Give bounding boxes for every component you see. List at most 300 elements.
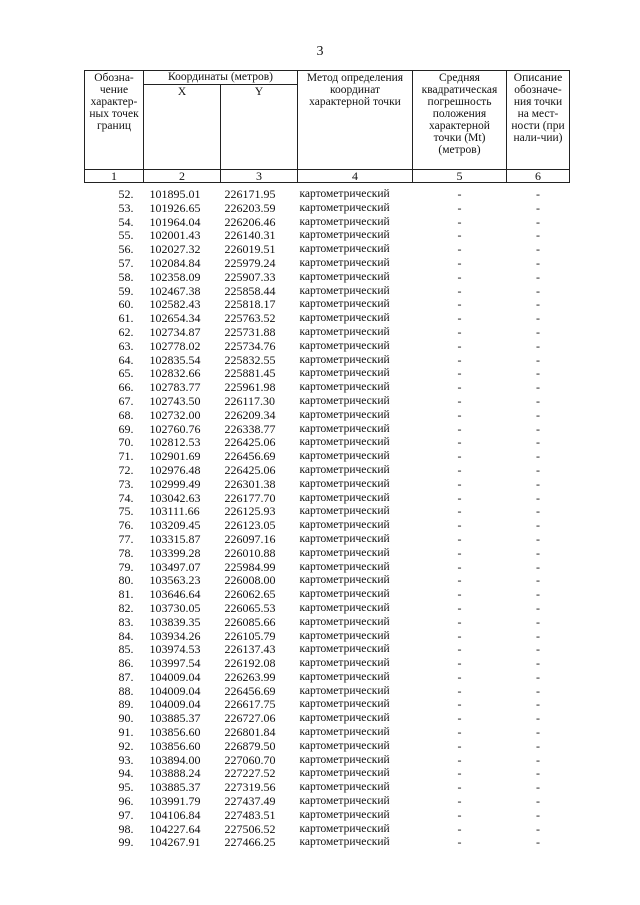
table-row xyxy=(85,464,570,478)
table-row xyxy=(85,630,570,644)
coordinate-x: 103894.00 xyxy=(149,752,201,767)
mean-error-cell: - xyxy=(457,269,462,284)
coordinate-y: 226008.00 xyxy=(224,573,276,588)
description-cell: - xyxy=(536,200,540,215)
coordinate-y: 226727.06 xyxy=(224,711,276,726)
table-row xyxy=(85,395,570,409)
table-body xyxy=(85,183,570,851)
coordinate-y: 227437.49 xyxy=(224,794,276,809)
mean-error-cell: - xyxy=(457,242,462,257)
description-cell: - xyxy=(536,628,540,643)
description-cell: - xyxy=(536,600,540,615)
table-header xyxy=(85,71,570,183)
description-cell: - xyxy=(536,269,540,284)
coordinate-y: 226019.51 xyxy=(224,242,276,257)
table-row xyxy=(85,298,570,312)
header-x: X xyxy=(144,85,221,170)
description-cell: - xyxy=(536,794,540,809)
coordinate-x: 102027.32 xyxy=(149,242,201,257)
table-row xyxy=(85,823,570,837)
coordinate-y: 225818.17 xyxy=(224,297,276,312)
description-cell: - xyxy=(536,614,540,629)
coordinate-y: 226209.34 xyxy=(224,407,276,422)
method-cell: картометрический xyxy=(299,795,390,808)
method-cell: картометрический xyxy=(299,381,390,394)
coordinate-x: 103646.64 xyxy=(149,587,201,602)
table-row xyxy=(85,243,570,257)
mean-error-cell: - xyxy=(457,600,462,615)
description-cell: - xyxy=(536,545,540,560)
coordinate-x: 103042.63 xyxy=(149,490,201,505)
description-cell: - xyxy=(536,642,540,657)
mean-error-cell: - xyxy=(457,504,462,519)
point-number: 69. xyxy=(118,421,134,436)
method-cell: картометрический xyxy=(299,325,390,338)
mean-error-cell: - xyxy=(457,380,462,395)
mean-error-cell: - xyxy=(457,435,462,450)
coordinate-x: 102734.87 xyxy=(149,324,201,339)
coordinate-y: 226456.69 xyxy=(224,683,276,698)
coordinate-y: 226117.30 xyxy=(224,393,276,408)
mean-error-cell: - xyxy=(457,311,462,326)
coordinate-y: 226425.06 xyxy=(224,462,276,477)
mean-error-cell: - xyxy=(457,338,462,353)
table-row xyxy=(85,478,570,492)
mean-error-cell: - xyxy=(457,200,462,215)
coordinate-y: 226801.84 xyxy=(224,725,276,740)
mean-error-cell: - xyxy=(457,766,462,781)
mean-error-cell: - xyxy=(457,366,462,381)
coordinate-y: 226065.53 xyxy=(224,600,276,615)
coordinate-x: 103111.66 xyxy=(149,504,200,519)
description-cell: - xyxy=(536,683,540,698)
mean-error-cell: - xyxy=(457,407,462,422)
method-cell: картометрический xyxy=(299,836,390,849)
point-number: 75. xyxy=(118,504,134,519)
coordinate-x: 103730.05 xyxy=(149,600,201,615)
mean-error-cell: - xyxy=(457,683,462,698)
point-number: 68. xyxy=(118,407,134,422)
table-row xyxy=(85,492,570,506)
method-cell: картометрический xyxy=(299,463,390,476)
coordinate-y: 225907.33 xyxy=(224,269,276,284)
method-cell: картометрический xyxy=(299,367,390,380)
method-cell: картометрический xyxy=(299,684,390,697)
coordinate-x: 103315.87 xyxy=(149,531,201,546)
table-row xyxy=(85,183,570,202)
description-cell: - xyxy=(536,338,540,353)
description-cell: - xyxy=(536,255,540,270)
coordinate-y: 226062.65 xyxy=(224,587,276,602)
method-cell: картометрический xyxy=(299,519,390,532)
method-cell: картометрический xyxy=(299,505,390,518)
table-row xyxy=(85,285,570,299)
coordinate-x: 104227.64 xyxy=(149,821,201,836)
header-point-designation: Обозна-чение характер-ных точек границ xyxy=(85,71,144,170)
coordinate-y: 227506.52 xyxy=(224,821,276,836)
coordinate-x: 103563.23 xyxy=(149,573,201,588)
method-cell: картометрический xyxy=(299,353,390,366)
mean-error-cell: - xyxy=(457,642,462,657)
point-number: 52. xyxy=(118,187,134,201)
method-cell: картометрический xyxy=(299,698,390,711)
point-number: 97. xyxy=(118,807,134,822)
coordinate-x: 102582.43 xyxy=(149,297,201,312)
coordinate-y: 225984.99 xyxy=(224,559,276,574)
coordinate-x: 104009.04 xyxy=(149,669,201,684)
table-row xyxy=(85,657,570,671)
table-row xyxy=(85,340,570,354)
point-number: 91. xyxy=(118,725,134,740)
mean-error-cell: - xyxy=(457,821,462,836)
table-row xyxy=(85,754,570,768)
coordinate-x: 102835.54 xyxy=(149,352,201,367)
method-cell: картометрический xyxy=(299,615,390,628)
point-number: 74. xyxy=(118,490,134,505)
description-cell: - xyxy=(536,366,540,381)
method-cell: картометрический xyxy=(299,339,390,352)
coordinate-y: 226263.99 xyxy=(224,669,276,684)
coordinate-x: 102732.00 xyxy=(149,407,201,422)
coordinate-y: 226123.05 xyxy=(224,518,276,533)
column-number: 5 xyxy=(413,170,507,183)
point-number: 78. xyxy=(118,545,134,560)
method-cell: картометрический xyxy=(299,574,390,587)
method-cell: картометрический xyxy=(299,270,390,283)
method-cell: картометрический xyxy=(299,394,390,407)
point-number: 93. xyxy=(118,752,134,767)
coordinate-y: 226206.46 xyxy=(224,214,276,229)
table-row xyxy=(85,202,570,216)
coordinate-y: 225881.45 xyxy=(224,366,276,381)
table-row xyxy=(85,423,570,437)
header-description: Описание обозначе-ния точки на мест-ности (при нали-чии) xyxy=(507,71,570,170)
table-row xyxy=(85,574,570,588)
mean-error-cell: - xyxy=(457,711,462,726)
point-number: 81. xyxy=(118,587,134,602)
method-cell: картометрический xyxy=(299,560,390,573)
table-row xyxy=(85,602,570,616)
point-number: 77. xyxy=(118,531,134,546)
description-cell: - xyxy=(536,697,540,712)
coordinate-x: 103888.24 xyxy=(149,766,201,781)
mean-error-cell: - xyxy=(457,656,462,671)
description-cell: - xyxy=(536,518,540,533)
method-cell: картометрический xyxy=(299,491,390,504)
table-row xyxy=(85,326,570,340)
table-row xyxy=(85,712,570,726)
mean-error-cell: - xyxy=(457,725,462,740)
coordinate-y: 225858.44 xyxy=(224,283,276,298)
method-cell: картометрический xyxy=(299,767,390,780)
point-number: 72. xyxy=(118,462,134,477)
point-number: 62. xyxy=(118,324,134,339)
point-number: 87. xyxy=(118,669,134,684)
coordinate-x: 104106.84 xyxy=(149,807,201,822)
point-number: 86. xyxy=(118,656,134,671)
point-number: 79. xyxy=(118,559,134,574)
description-cell: - xyxy=(536,421,540,436)
table-row xyxy=(85,809,570,823)
mean-error-cell: - xyxy=(457,297,462,312)
boundary-points-table xyxy=(84,70,570,850)
coordinate-y: 227319.56 xyxy=(224,780,276,795)
coordinate-y: 227060.70 xyxy=(224,752,276,767)
mean-error-cell: - xyxy=(457,449,462,464)
method-cell: картометрический xyxy=(299,201,390,214)
table-row xyxy=(85,836,570,850)
coordinate-y: 226171.95 xyxy=(224,187,276,201)
coordinate-y: 225961.98 xyxy=(224,380,276,395)
method-cell: картометрический xyxy=(299,546,390,559)
coordinate-y: 226085.66 xyxy=(224,614,276,629)
description-cell: - xyxy=(536,242,540,257)
method-cell: картометрический xyxy=(299,781,390,794)
table-row xyxy=(85,547,570,561)
table-row xyxy=(85,505,570,519)
header-y: Y xyxy=(221,85,298,170)
description-cell: - xyxy=(536,711,540,726)
point-number: 96. xyxy=(118,794,134,809)
coordinate-x: 103885.37 xyxy=(149,780,201,795)
description-cell: - xyxy=(536,835,540,850)
header-method: Метод определения координат характерной точки xyxy=(298,71,413,170)
description-cell: - xyxy=(536,780,540,795)
coordinate-y: 227483.51 xyxy=(224,807,276,822)
column-number: 3 xyxy=(221,170,298,183)
description-cell: - xyxy=(536,490,540,505)
method-cell: картометрический xyxy=(299,284,390,297)
point-number: 54. xyxy=(118,214,134,229)
table-row xyxy=(85,698,570,712)
mean-error-cell: - xyxy=(457,559,462,574)
table-row xyxy=(85,671,570,685)
table-row xyxy=(85,519,570,533)
point-number: 53. xyxy=(118,200,134,215)
description-cell: - xyxy=(536,559,540,574)
mean-error-cell: - xyxy=(457,228,462,243)
method-cell: картометрический xyxy=(299,726,390,739)
point-number: 64. xyxy=(118,352,134,367)
description-cell: - xyxy=(536,587,540,602)
point-number: 57. xyxy=(118,255,134,270)
description-cell: - xyxy=(536,821,540,836)
description-cell: - xyxy=(536,725,540,740)
description-cell: - xyxy=(536,187,540,201)
coordinate-x: 102976.48 xyxy=(149,462,201,477)
description-cell: - xyxy=(536,738,540,753)
method-cell: картометрический xyxy=(299,643,390,656)
point-number: 84. xyxy=(118,628,134,643)
coordinate-y: 226301.38 xyxy=(224,476,276,491)
mean-error-cell: - xyxy=(457,780,462,795)
mean-error-cell: - xyxy=(457,738,462,753)
mean-error-cell: - xyxy=(457,697,462,712)
coordinate-x: 102358.09 xyxy=(149,269,201,284)
description-cell: - xyxy=(536,324,540,339)
method-cell: картометрический xyxy=(299,256,390,269)
method-cell: картометрический xyxy=(299,312,390,325)
point-number: 58. xyxy=(118,269,134,284)
header-mean-error: Средняя квадратическая погрешность положения характерной точки (Mt) (метров) xyxy=(413,71,507,170)
coordinate-x: 103934.26 xyxy=(149,628,201,643)
point-number: 88. xyxy=(118,683,134,698)
mean-error-cell: - xyxy=(457,587,462,602)
mean-error-cell: - xyxy=(457,490,462,505)
description-cell: - xyxy=(536,214,540,229)
method-cell: картометрический xyxy=(299,822,390,835)
method-cell: картометрический xyxy=(299,450,390,463)
mean-error-cell: - xyxy=(457,835,462,850)
coordinate-y: 225731.88 xyxy=(224,324,276,339)
description-cell: - xyxy=(536,462,540,477)
coordinate-y: 226137.43 xyxy=(224,642,276,657)
coordinate-x: 101895.01 xyxy=(149,187,201,201)
coordinate-x: 102832.66 xyxy=(149,366,201,381)
coordinate-x: 103839.35 xyxy=(149,614,201,629)
coordinate-x: 102654.34 xyxy=(149,311,201,326)
mean-error-cell: - xyxy=(457,352,462,367)
coordinate-y: 225763.52 xyxy=(224,311,276,326)
point-number: 65. xyxy=(118,366,134,381)
method-cell: картометрический xyxy=(299,712,390,725)
method-cell: картометрический xyxy=(299,422,390,435)
coordinate-x: 103856.60 xyxy=(149,725,201,740)
point-number: 76. xyxy=(118,518,134,533)
method-cell: картометрический xyxy=(299,657,390,670)
description-cell: - xyxy=(536,352,540,367)
method-cell: картометрический xyxy=(299,243,390,256)
coordinate-x: 104009.04 xyxy=(149,697,201,712)
description-cell: - xyxy=(536,669,540,684)
coordinate-y: 225734.76 xyxy=(224,338,276,353)
point-number: 85. xyxy=(118,642,134,657)
description-cell: - xyxy=(536,228,540,243)
mean-error-cell: - xyxy=(457,214,462,229)
table-row xyxy=(85,588,570,602)
mean-error-cell: - xyxy=(457,531,462,546)
point-number: 92. xyxy=(118,738,134,753)
description-cell: - xyxy=(536,531,540,546)
coordinate-y: 226456.69 xyxy=(224,449,276,464)
table-row xyxy=(85,726,570,740)
method-cell: картометрический xyxy=(299,588,390,601)
method-cell: картометрический xyxy=(299,477,390,490)
point-number: 99. xyxy=(118,835,134,850)
table-row xyxy=(85,643,570,657)
description-cell: - xyxy=(536,380,540,395)
table-row xyxy=(85,257,570,271)
mean-error-cell: - xyxy=(457,614,462,629)
coordinate-y: 226192.08 xyxy=(224,656,276,671)
mean-error-cell: - xyxy=(457,752,462,767)
mean-error-cell: - xyxy=(457,283,462,298)
description-cell: - xyxy=(536,807,540,822)
coordinate-y: 226338.77 xyxy=(224,421,276,436)
mean-error-cell: - xyxy=(457,255,462,270)
description-cell: - xyxy=(536,504,540,519)
point-number: 55. xyxy=(118,228,134,243)
table-row xyxy=(85,216,570,230)
table-row xyxy=(85,271,570,285)
table-row xyxy=(85,381,570,395)
point-number: 56. xyxy=(118,242,134,257)
point-number: 89. xyxy=(118,697,134,712)
description-cell: - xyxy=(536,407,540,422)
coordinate-y: 226125.93 xyxy=(224,504,276,519)
method-cell: картометрический xyxy=(299,298,390,311)
mean-error-cell: - xyxy=(457,393,462,408)
table-row xyxy=(85,767,570,781)
coordinate-x: 101926.65 xyxy=(149,200,201,215)
description-cell: - xyxy=(536,766,540,781)
description-cell: - xyxy=(536,393,540,408)
point-number: 80. xyxy=(118,573,134,588)
table-row xyxy=(85,409,570,423)
table-row xyxy=(85,561,570,575)
table-row xyxy=(85,312,570,326)
table-row xyxy=(85,685,570,699)
description-cell: - xyxy=(536,656,540,671)
mean-error-cell: - xyxy=(457,628,462,643)
coordinate-x: 103997.54 xyxy=(149,656,201,671)
table-row xyxy=(85,450,570,464)
table-row xyxy=(85,740,570,754)
table-row xyxy=(85,533,570,547)
table-row xyxy=(85,795,570,809)
coordinate-y: 226177.70 xyxy=(224,490,276,505)
table-row xyxy=(85,616,570,630)
coordinate-x: 101964.04 xyxy=(149,214,201,229)
point-number: 82. xyxy=(118,600,134,615)
method-cell: картометрический xyxy=(299,532,390,545)
point-number: 67. xyxy=(118,393,134,408)
description-cell: - xyxy=(536,283,540,298)
method-cell: картометрический xyxy=(299,739,390,752)
mean-error-cell: - xyxy=(457,187,462,201)
description-cell: - xyxy=(536,573,540,588)
point-number: 71. xyxy=(118,449,134,464)
coordinate-x: 102001.43 xyxy=(149,228,201,243)
coordinate-x: 103974.53 xyxy=(149,642,201,657)
mean-error-cell: - xyxy=(457,476,462,491)
method-cell: картометрический xyxy=(299,753,390,766)
table-row xyxy=(85,436,570,450)
method-cell: картометрический xyxy=(299,188,390,200)
mean-error-cell: - xyxy=(457,669,462,684)
column-number: 4 xyxy=(298,170,413,183)
description-cell: - xyxy=(536,435,540,450)
point-number: 63. xyxy=(118,338,134,353)
coordinate-y: 227466.25 xyxy=(224,835,276,850)
coordinate-y: 226425.06 xyxy=(224,435,276,450)
coordinate-x: 103399.28 xyxy=(149,545,201,560)
method-cell: картометрический xyxy=(299,808,390,821)
point-number: 66. xyxy=(118,380,134,395)
method-cell: картометрический xyxy=(299,215,390,228)
column-number: 6 xyxy=(507,170,570,183)
point-number: 98. xyxy=(118,821,134,836)
mean-error-cell: - xyxy=(457,462,462,477)
point-number: 83. xyxy=(118,614,134,629)
coordinate-y: 225979.24 xyxy=(224,255,276,270)
mean-error-cell: - xyxy=(457,794,462,809)
method-cell: картометрический xyxy=(299,436,390,449)
mean-error-cell: - xyxy=(457,324,462,339)
coordinate-x: 103991.79 xyxy=(149,794,201,809)
coordinate-x: 103856.60 xyxy=(149,738,201,753)
coordinate-y: 226097.16 xyxy=(224,531,276,546)
